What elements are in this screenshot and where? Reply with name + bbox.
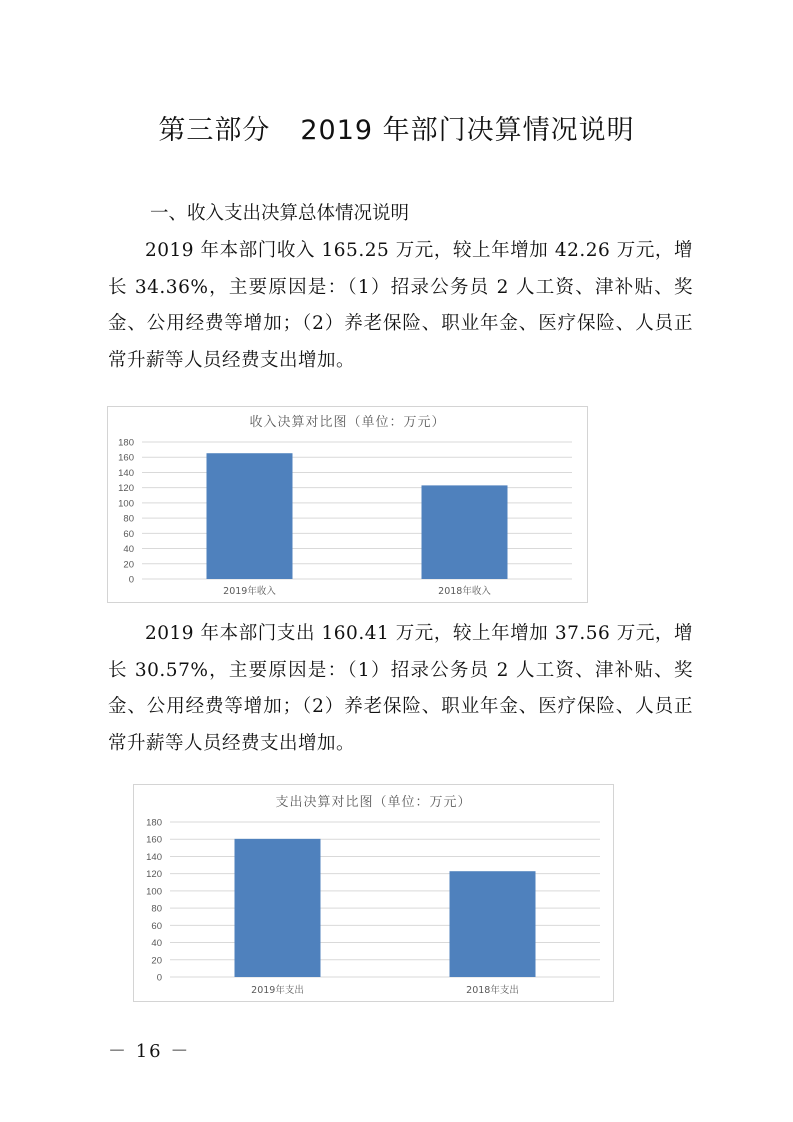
y-tick-label: 120 <box>146 869 162 881</box>
x-tick-label: 2019年收入 <box>223 586 276 597</box>
y-tick-label: 140 <box>118 467 134 479</box>
income-chart <box>107 406 588 603</box>
y-tick-label: 180 <box>118 437 134 449</box>
y-tick-label: 0 <box>128 574 134 586</box>
page-number: － 16 － <box>108 1041 191 1062</box>
expense-paragraph: 2019 年本部门支出 160.41 万元，较上年增加 37.56 万元，增长 30.57%，主要原因是：（1）招录公务员 2 人工资、津补贴、奖金、公用经费等增加；（2）养老保险、职业年金、医疗保险、人员正常升薪等人员经费支出增加。 <box>108 623 693 754</box>
y-tick-label: 60 <box>123 528 134 540</box>
income-paragraph: 2019 年本部门收入 165.25 万元，较上年增加 42.26 万元，增长 34.36%，主要原因是：（1）招录公务员 2 人工资、津补贴、奖金、公用经费等增加；（2）养老保险、职业年金、医疗保险、人员正常升薪等人员经费支出增加。 <box>108 240 693 371</box>
x-tick-label: 2019年支出 <box>251 985 304 996</box>
y-tick-label: 160 <box>118 452 134 464</box>
bar <box>422 485 508 579</box>
y-tick-label: 120 <box>118 483 134 495</box>
bar <box>450 871 536 977</box>
bar <box>207 453 293 579</box>
bar <box>235 839 321 977</box>
income-chart-svg <box>108 407 587 602</box>
y-tick-label: 40 <box>151 938 162 950</box>
section-title-subject: 2019 年部门决算情况说明 <box>300 115 635 146</box>
y-tick-label: 100 <box>118 498 134 510</box>
y-tick-label: 140 <box>146 851 162 863</box>
x-tick-label: 2018年收入 <box>438 586 491 597</box>
y-tick-label: 40 <box>123 544 134 556</box>
y-tick-label: 20 <box>151 955 162 967</box>
chart-title: 收入决算对比图（单位：万元） <box>249 415 446 430</box>
section-title <box>0 108 793 147</box>
expense-chart <box>133 784 614 1002</box>
section-heading: 一、收入支出决算总体情况说明 <box>150 203 410 224</box>
y-tick-label: 180 <box>146 817 162 829</box>
y-tick-label: 80 <box>123 513 134 525</box>
y-tick-label: 20 <box>123 559 134 571</box>
y-tick-label: 100 <box>146 886 162 898</box>
expense-chart-svg <box>134 785 613 1001</box>
y-tick-label: 160 <box>146 834 162 846</box>
chart-title: 支出决算对比图（单位：万元） <box>275 795 472 810</box>
section-title-part: 第三部分 <box>158 115 271 146</box>
y-tick-label: 80 <box>151 903 162 915</box>
y-tick-label: 60 <box>151 920 162 932</box>
y-tick-label: 0 <box>156 972 162 984</box>
x-tick-label: 2018年支出 <box>466 985 519 996</box>
